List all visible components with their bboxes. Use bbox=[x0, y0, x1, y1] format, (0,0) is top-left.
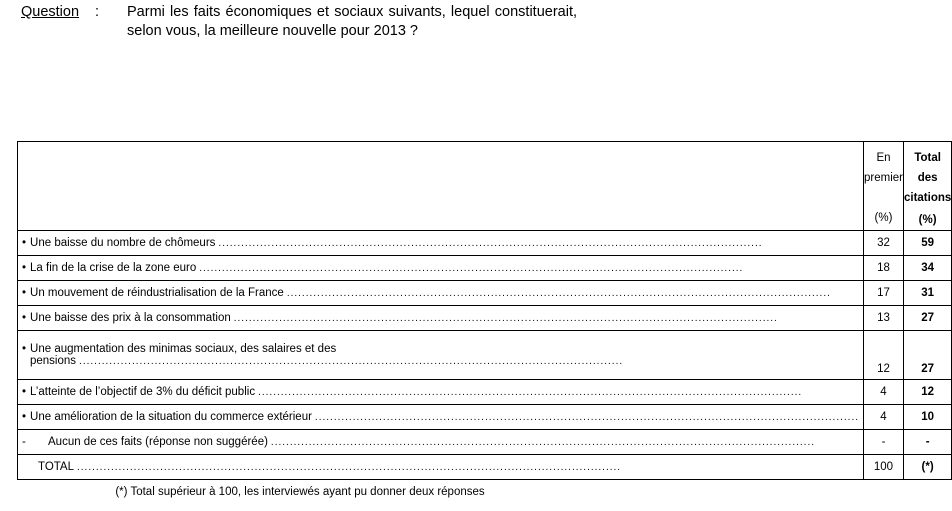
table-row bbox=[18, 256, 952, 281]
row-label-cell bbox=[18, 455, 864, 480]
row-total: (*) bbox=[903, 455, 951, 480]
row-label: Une baisse du nombre de chômeurs bbox=[30, 237, 216, 249]
row-label-cell bbox=[18, 281, 864, 306]
table-row bbox=[18, 380, 952, 405]
bullet-icon: • bbox=[22, 343, 27, 355]
row-label: L’atteinte de l’objectif de 3% du déficit public bbox=[30, 386, 256, 398]
dot-leader bbox=[79, 356, 859, 367]
row-premier: 17 bbox=[864, 281, 904, 306]
row-label-cell bbox=[18, 405, 864, 430]
header-total-citations bbox=[903, 142, 951, 231]
row-label: La fin de la crise de la zone euro bbox=[30, 262, 197, 274]
table-row bbox=[18, 430, 952, 455]
row-label: Aucun de ces faits (réponse non suggérée) bbox=[48, 436, 268, 448]
dash-marker: - bbox=[22, 436, 26, 448]
row-label: Une baisse des prix à la consommation bbox=[30, 312, 231, 324]
row-label-cell bbox=[18, 306, 864, 331]
row-total: 59 bbox=[903, 231, 951, 256]
bullet-icon: • bbox=[22, 386, 27, 398]
table-row bbox=[18, 331, 952, 380]
row-total: 31 bbox=[903, 281, 951, 306]
row-total: 10 bbox=[903, 405, 951, 430]
row-premier: 18 bbox=[864, 256, 904, 281]
row-label-cell bbox=[18, 256, 864, 281]
table-row bbox=[18, 405, 952, 430]
bullet-icon: • bbox=[22, 312, 27, 324]
row-premier: - bbox=[864, 430, 904, 455]
dot-leader bbox=[218, 238, 859, 249]
row-premier: 12 bbox=[864, 331, 904, 380]
header-empty-cell bbox=[18, 142, 864, 231]
bullet-icon: • bbox=[22, 287, 27, 299]
row-premier: 4 bbox=[864, 380, 904, 405]
row-total: - bbox=[903, 430, 951, 455]
dot-leader bbox=[258, 387, 859, 398]
row-total: 12 bbox=[903, 380, 951, 405]
question-colon: : bbox=[95, 4, 100, 20]
bullet-icon: • bbox=[22, 262, 27, 274]
table-row bbox=[18, 281, 952, 306]
row-label-cell bbox=[18, 231, 864, 256]
row-label-cell bbox=[18, 430, 864, 455]
table-header-row bbox=[18, 142, 952, 231]
row-total: 27 bbox=[903, 331, 951, 380]
row-label-line1: Une augmentation des minimas sociaux, des salaires et des bbox=[30, 343, 337, 355]
dot-leader bbox=[199, 263, 859, 274]
header-en-premier bbox=[864, 142, 904, 231]
table-row bbox=[18, 306, 952, 331]
row-label-cell bbox=[18, 331, 864, 380]
dot-leader bbox=[271, 437, 859, 448]
question-text: Parmi les faits économiques et sociaux suivants, lequel constituerait, selon vous, la meilleure nouvelle pour 2013 ? bbox=[127, 4, 577, 39]
row-label: Une amélioration de la situation du commerce extérieur bbox=[30, 411, 312, 423]
row-total: 27 bbox=[903, 306, 951, 331]
header-total-title: Total des citations bbox=[903, 152, 952, 204]
header-en-premier-title: En premier bbox=[864, 152, 903, 184]
table-row bbox=[18, 231, 952, 256]
row-premier: 100 bbox=[864, 455, 904, 480]
row-label-line2: pensions bbox=[30, 355, 77, 367]
row-total: 34 bbox=[903, 256, 951, 281]
row-premier: 13 bbox=[864, 306, 904, 331]
row-label-cell bbox=[18, 380, 864, 405]
header-en-premier-unit: (%) bbox=[874, 212, 893, 224]
results-table bbox=[17, 141, 952, 480]
bullet-icon: • bbox=[22, 237, 27, 249]
dot-leader bbox=[287, 288, 859, 299]
table-row-total bbox=[18, 455, 952, 480]
dot-leader bbox=[234, 313, 859, 324]
bullet-icon: • bbox=[22, 411, 27, 423]
question-label: Question bbox=[21, 4, 80, 20]
row-label: Un mouvement de réindustrialisation de la France bbox=[30, 287, 284, 299]
header-total-unit: (%) bbox=[918, 214, 937, 226]
dot-leader bbox=[77, 462, 859, 473]
row-premier: 32 bbox=[864, 231, 904, 256]
row-label-total: TOTAL bbox=[38, 461, 74, 473]
dot-leader bbox=[315, 412, 859, 423]
row-premier: 4 bbox=[864, 405, 904, 430]
footnote: (*) Total supérieur à 100, les interviewés ayant pu donner deux réponses bbox=[115, 486, 485, 498]
